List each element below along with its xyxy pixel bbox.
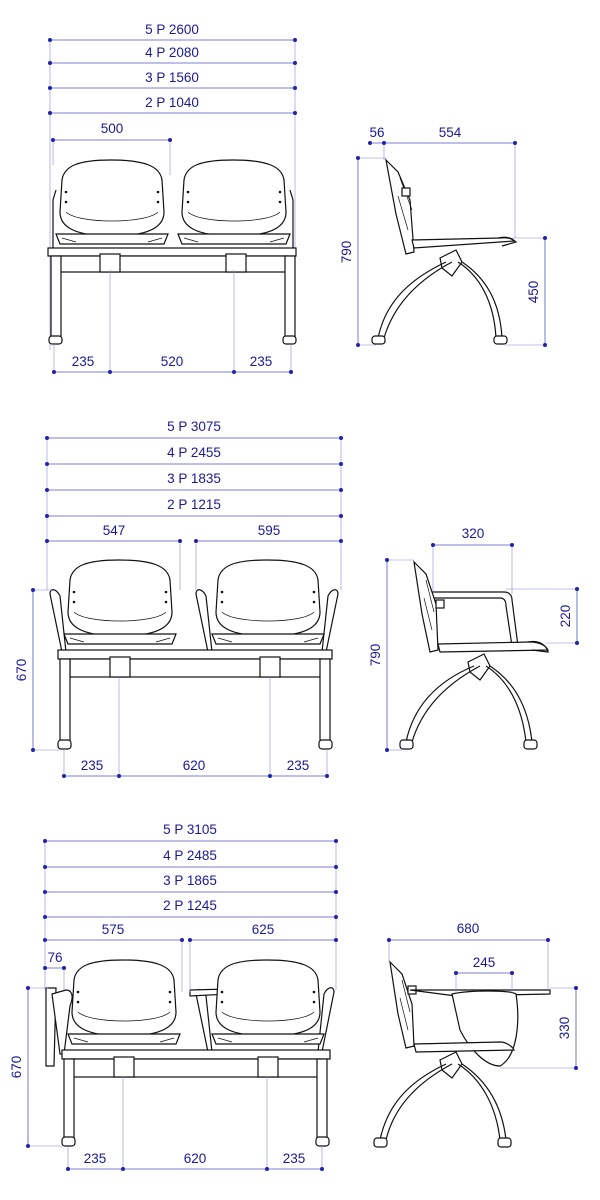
backrest-offset: 56	[369, 125, 385, 140]
overall-width-2p: 2 P 1040	[145, 95, 199, 110]
tablet-offset: 76	[47, 950, 63, 965]
arm-height: 220	[558, 604, 573, 628]
tablet-height-front: 670	[9, 1055, 24, 1079]
overall-width-5p: 5 P 3075	[167, 419, 221, 434]
arm-depth: 320	[461, 526, 485, 541]
overall-width-3p: 3 P 1560	[145, 70, 199, 85]
bottom-dim-left: 235	[71, 354, 95, 369]
overall-width-5p: 5 P 2600	[145, 22, 199, 37]
tablet-height: 330	[557, 1016, 572, 1040]
overall-width-4p: 4 P 2455	[167, 445, 221, 460]
bottom-dim-right: 235	[286, 758, 310, 773]
arm-height-front: 670	[14, 658, 29, 682]
chair-side-drawing	[372, 160, 516, 344]
seat-pitch: 500	[100, 121, 124, 136]
section-armrests-front	[14, 419, 343, 778]
overall-depth: 554	[438, 125, 462, 140]
seat-pitch-right: 595	[257, 523, 281, 538]
overall-width-4p: 4 P 2080	[145, 45, 199, 60]
section-armrests-side	[368, 526, 579, 752]
overall-width-2p: 2 P 1215	[167, 497, 221, 512]
tablet-overall-depth: 680	[456, 921, 480, 936]
section-tablet-side	[374, 921, 578, 1147]
chair-tablet-side-drawing	[374, 962, 550, 1147]
bottom-dim-right: 235	[249, 354, 273, 369]
bottom-dim-left: 235	[80, 758, 104, 773]
section-tablet-front	[9, 822, 338, 1171]
overall-width-5p: 5 P 3105	[163, 822, 217, 837]
seat-pitch-left: 575	[101, 922, 125, 937]
tablet-depth: 245	[472, 955, 496, 970]
overall-width-2p: 2 P 1245	[163, 898, 217, 913]
seat-pitch-left: 547	[102, 523, 126, 538]
seat-pitch-right: 625	[251, 922, 275, 937]
seat-height: 450	[526, 280, 541, 304]
overall-height: 790	[339, 240, 354, 264]
bottom-dim-center: 520	[160, 354, 184, 369]
chair-armrest-side-drawing	[400, 562, 548, 749]
bottom-dim-left: 235	[83, 1151, 107, 1166]
overall-height: 790	[368, 643, 383, 667]
section-standard-front	[48, 22, 297, 374]
overall-width-3p: 3 P 1835	[167, 471, 221, 486]
section-standard-side	[339, 125, 547, 347]
overall-width-4p: 4 P 2485	[163, 848, 217, 863]
overall-width-3p: 3 P 1865	[163, 873, 217, 888]
bottom-dim-center: 620	[183, 1151, 207, 1166]
bottom-dim-center: 620	[182, 758, 206, 773]
bottom-dim-right: 235	[282, 1151, 306, 1166]
